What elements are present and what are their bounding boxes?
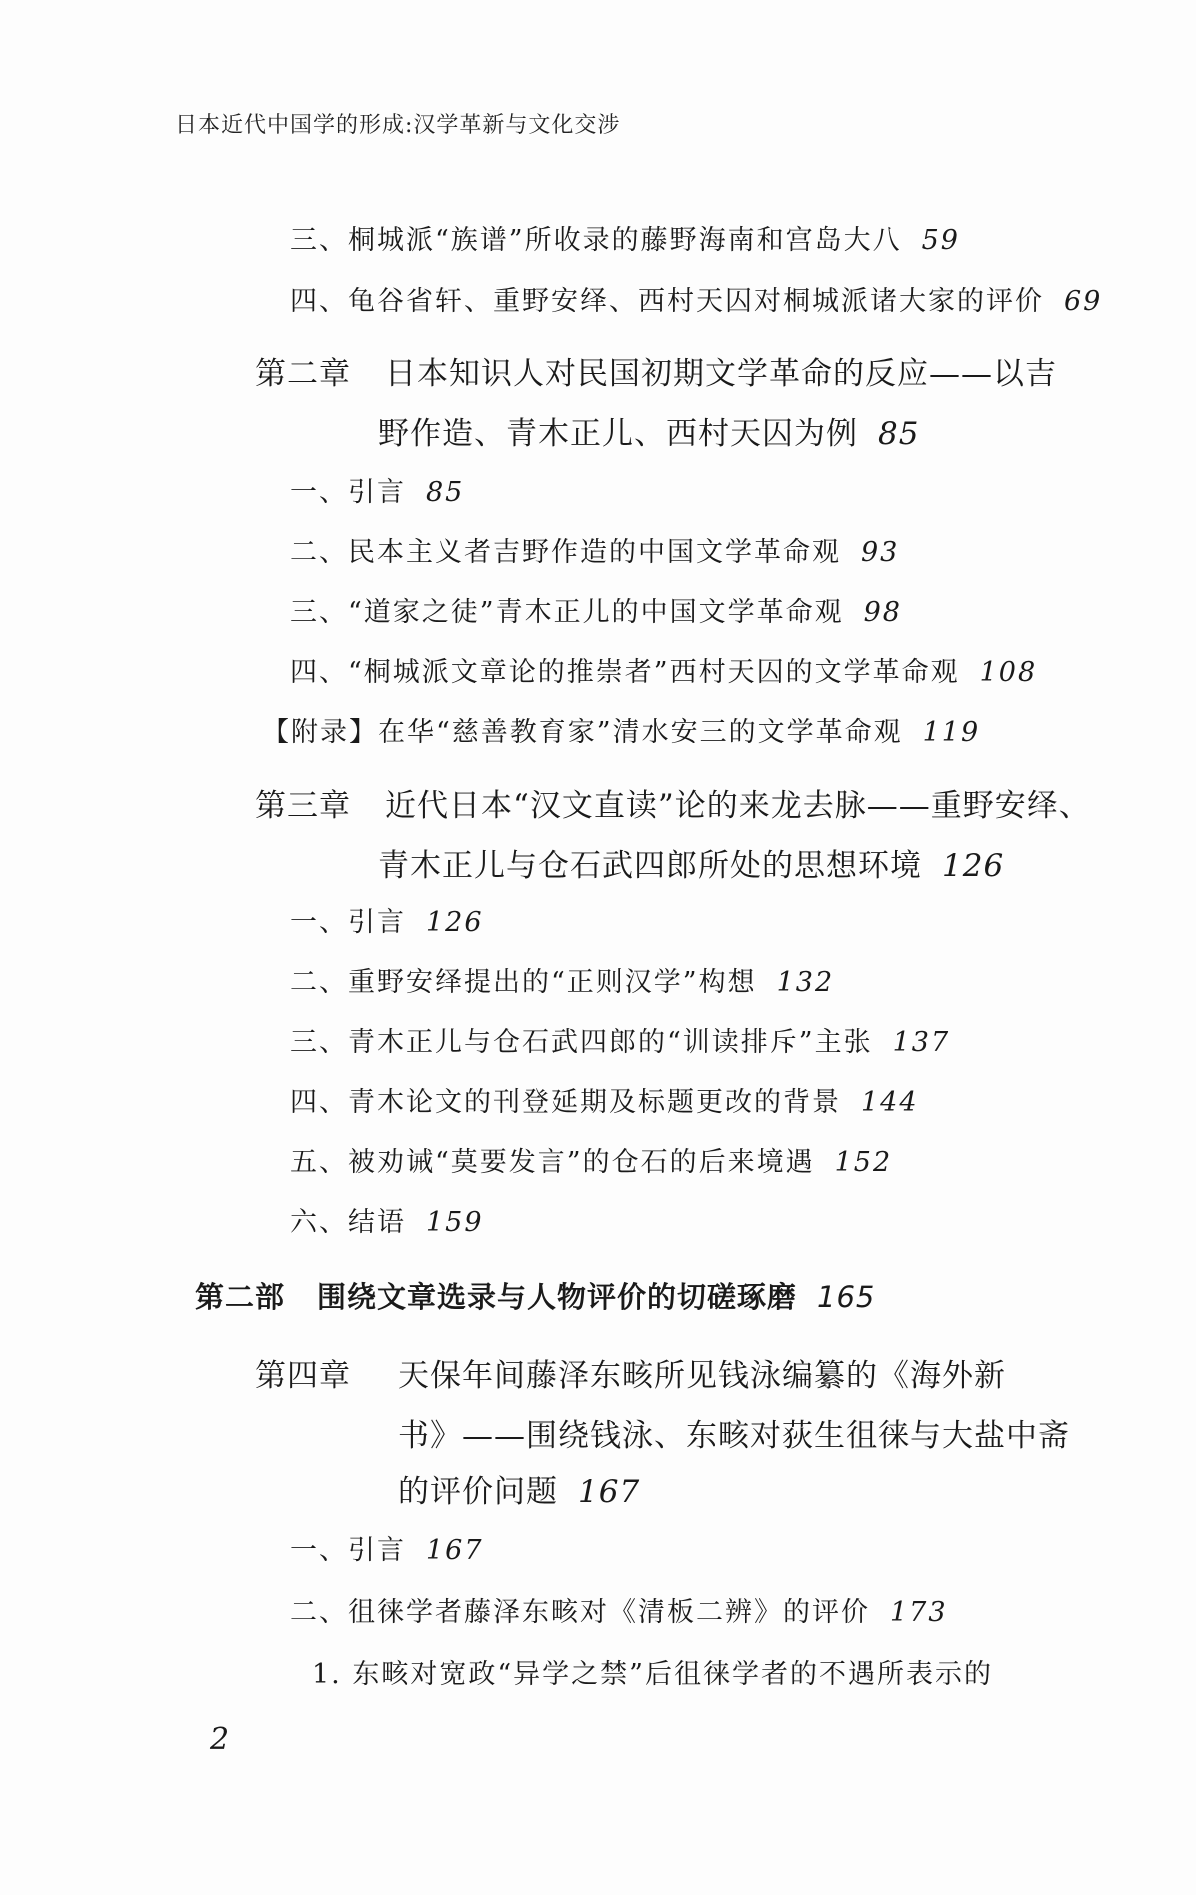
toc-entry-page: 132	[776, 967, 835, 998]
toc-entry-title: 四、龟谷省轩、重野安绎、西村天囚对桐城派诸大家的评价	[290, 286, 1044, 317]
toc-entry-title: 二、民本主义者吉野作造的中国文学革命观	[290, 537, 841, 568]
toc-section-entry	[290, 1200, 484, 1239]
toc-section-entry	[290, 470, 464, 509]
toc-entry-page: 173	[890, 1597, 948, 1628]
chapter-title: 天保年间藤泽东畡所见钱泳编纂的《海外新	[398, 1358, 1006, 1394]
toc-entry-title: 五、被劝诫“莫要发言”的仓石的后来境遇	[290, 1147, 815, 1178]
toc-entry-page: 167	[578, 1474, 641, 1510]
toc-chapter-entry-continued	[378, 840, 1004, 885]
toc-section-entry	[290, 900, 484, 939]
toc-entry-title: 二、重野安绎提出的“正则汉学”构想	[290, 967, 757, 998]
toc-section-entry	[290, 590, 902, 629]
toc-section-entry	[290, 218, 960, 257]
toc-entry-page: 119	[922, 717, 981, 748]
toc-entry-title: 三、“道家之徒”青木正儿的中国文学革命观	[290, 597, 844, 628]
part-title: 围绕文章选录与人物评价的切磋琢磨	[317, 1280, 798, 1314]
toc-chapter-entry-continued	[378, 408, 919, 453]
chapter-label: 第四章	[255, 1358, 351, 1394]
toc-entry-title: 二、徂徕学者藤泽东畡对《清板二辨》的评价	[290, 1597, 870, 1628]
toc-entry-page: 137	[892, 1027, 951, 1058]
toc-chapter-entry-continued	[398, 1410, 1070, 1455]
toc-entry-title: 三、青木正儿与仓石武四郎的“训读排斥”主张	[290, 1027, 873, 1058]
toc-entry-page: 144	[861, 1087, 919, 1118]
toc-chapter-entry	[255, 348, 1057, 393]
toc-entry-title: 四、青木论文的刊登延期及标题更改的背景	[290, 1087, 841, 1118]
toc-entry-title: 四、“桐城派文章论的推崇者”西村天囚的文学革命观	[290, 657, 960, 688]
toc-entry-page: 69	[1064, 286, 1103, 317]
toc-entry-title: 六、结语	[290, 1207, 406, 1238]
toc-entry-page: 93	[861, 537, 900, 568]
chapter-title: 日本知识人对民国初期文学革命的反应——以吉	[385, 356, 1057, 392]
chapter-title-continued: 书》——围绕钱泳、东畡对荻生徂徕与大盐中斋	[398, 1418, 1070, 1454]
toc-entry-title: 1. 东畡对宽政“异学之禁”后徂徕学者的不遇所表示的	[312, 1659, 993, 1690]
toc-section-entry	[290, 530, 899, 569]
toc-entry-page: 159	[426, 1207, 484, 1238]
toc-subsection-entry	[312, 1652, 993, 1691]
running-header: 日本近代中国学的形成:汉学革新与文化交涉	[175, 113, 621, 138]
chapter-title-continued: 野作造、青木正儿、西村天囚为例	[378, 416, 858, 452]
toc-entry-page: 152	[834, 1147, 893, 1178]
toc-entry-title: 一、引言	[290, 907, 406, 938]
toc-entry-page: 165	[817, 1280, 876, 1314]
toc-chapter-entry-continued	[398, 1466, 640, 1511]
toc-section-entry	[290, 650, 1037, 689]
toc-entry-page: 59	[921, 225, 960, 256]
toc-entry-page: 98	[863, 597, 902, 628]
chapter-label: 第二章	[255, 356, 351, 392]
toc-entry-title: 一、引言	[290, 477, 406, 508]
toc-section-entry	[290, 279, 1102, 318]
toc-entry-page: 85	[426, 477, 465, 508]
toc-section-entry	[290, 1080, 919, 1119]
toc-section-entry	[290, 1020, 950, 1059]
toc-entry-title: 三、桐城派“族谱”所收录的藤野海南和宫岛大八	[290, 225, 902, 256]
toc-section-entry	[290, 1528, 484, 1567]
toc-entry-page: 126	[942, 848, 1005, 884]
toc-entry-page: 167	[426, 1535, 484, 1566]
page-number: 2	[210, 1722, 230, 1757]
chapter-label: 第三章	[255, 788, 351, 824]
toc-appendix-entry	[262, 710, 980, 749]
toc-section-entry	[290, 1590, 948, 1629]
toc-entry-page: 85	[878, 416, 920, 452]
toc-section-entry	[290, 1140, 892, 1179]
chapter-title-continued: 的评价问题	[398, 1474, 558, 1510]
toc-chapter-entry	[255, 1350, 1006, 1395]
part-label: 第二部	[195, 1280, 286, 1314]
toc-entry-title: 【附录】在华“慈善教育家”清水安三的文学革命观	[262, 717, 903, 748]
toc-entry-page: 126	[426, 907, 484, 938]
chapter-title: 近代日本“汉文直读”论的来龙去脉——重野安绎、	[385, 788, 1091, 824]
toc-chapter-entry	[255, 780, 1091, 825]
chapter-title-continued: 青木正儿与仓石武四郎所处的思想环境	[378, 848, 922, 884]
toc-entry-page: 108	[979, 657, 1038, 688]
toc-entry-title: 一、引言	[290, 1535, 406, 1566]
toc-part-entry	[195, 1275, 875, 1316]
toc-section-entry	[290, 960, 834, 999]
